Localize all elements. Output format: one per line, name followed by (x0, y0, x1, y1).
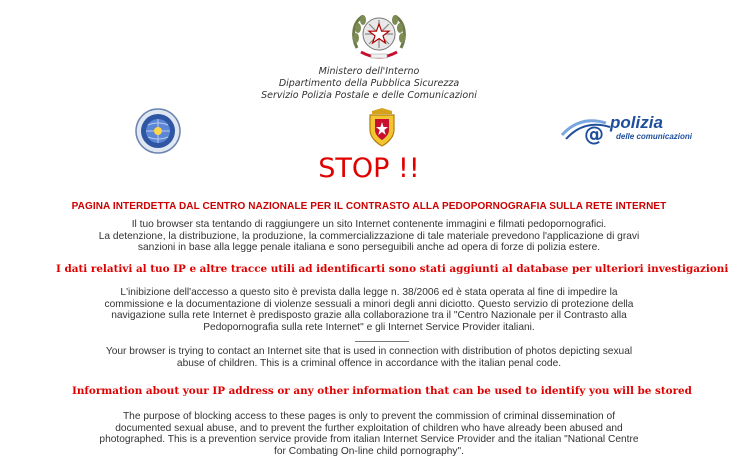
italian-notice (0, 219, 738, 254)
english-ip-warning: Information about your IP address or any other information that can be used to identify you will be stored (72, 385, 692, 397)
english-purpose-paragraph (0, 411, 738, 457)
italian-notice-line-1: Il tuo browser sta tentando di raggiungere un sito Internet contenente immagini e filmati pedopornografici. (131, 219, 607, 230)
english-purpose-line-2: documented sexual abuse, and to prevent the further exploitation of children who have already been abused and (115, 422, 623, 434)
italian-republic-emblem-icon (349, 8, 409, 64)
brand-subtitle: delle comunicazioni (616, 132, 693, 141)
italian-law-line-1: L'inibizione dell'accesso a questo sito è prevista dalla legge n. 38/2006 ed è stata operata al fine di impedire la (120, 287, 618, 298)
svg-text:@: @ (584, 122, 604, 146)
section-divider (355, 341, 409, 342)
italian-notice-line-3: sanzioni in base alla legge penale italiana e sono perseguibili anche ad opera di forze di polizia estere. (137, 242, 601, 254)
polizia-di-stato-shield-icon (368, 108, 396, 148)
english-notice-line-2: abuse of children. This is a criminal offence in accordance with the italian penal code. (176, 357, 562, 369)
italian-law-line-4: Pedopornografia sulla rete Internet" e gli Internet Service Provider italiani. (203, 321, 535, 333)
ministry-line-3: Servizio Polizia Postale e delle Comunicazioni (261, 90, 477, 101)
stop-heading: STOP !! (318, 153, 420, 184)
italian-law-line-3: navigazione sulla rete Internet è predisposto grazie alla collaborazione tra il "Centro Nazionale per il Contrasto alla (111, 310, 627, 322)
ministry-line-2: Dipartimento della Pubblica Sicurezza (278, 78, 460, 89)
polizia-comunicazioni-logo (560, 113, 720, 149)
italian-notice-line-2: La detenzione, la distribuzione, la produzione, la commercializzazione di tale materiale prevedono l'applicazione di gravi (98, 230, 640, 242)
english-purpose-line-3: photographed. This is a prevention service provide from italian Internet Service Provider and the italian "National Centre (99, 434, 639, 446)
italian-ip-warning: I dati relativi al tuo IP e altre tracce utili ad identificarti sono stati aggiunti al database per ulteriori investigazioni (56, 263, 729, 275)
italian-law-line-2: commissione e la documentazione di violenze sessuali a minori degli anni diciotto. Questo servizio di protezione della (104, 298, 634, 310)
english-purpose-line-4: for Combating On-line child pornography". (274, 445, 464, 457)
blocked-page-headline: PAGINA INTERDETTA DAL CENTRO NAZIONALE PER IL CONTRASTO ALLA PEDOPORNOGRAFIA SULLA RETE INTERNET (71, 201, 667, 212)
english-notice-line-1: Your browser is trying to contact an Internet site that is used in connection with distribution of photos depicting sexual (105, 346, 633, 357)
ministry-line-1: Ministero dell'Interno (318, 66, 420, 77)
italian-law-paragraph (0, 287, 738, 333)
brand-name: polizia (610, 113, 663, 132)
english-purpose-line-1: The purpose of blocking access to these pages is only to prevent the commission of criminal dissemination of (122, 411, 616, 422)
ministry-header (0, 66, 738, 102)
police-service-seal-icon (135, 108, 181, 154)
english-notice (0, 346, 738, 369)
